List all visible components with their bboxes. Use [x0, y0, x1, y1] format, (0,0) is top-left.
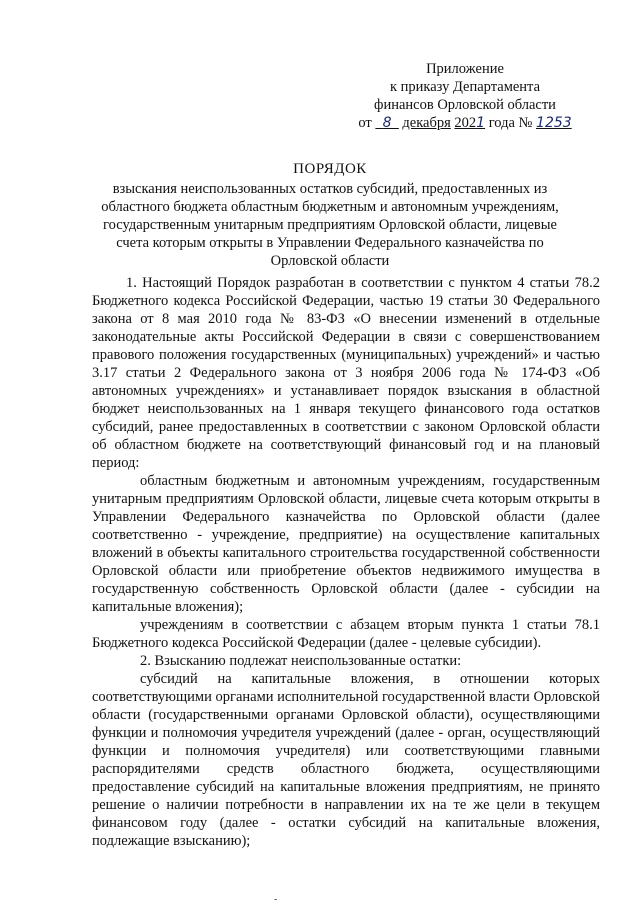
document-subtitle: взыскания неиспользованных остатков субсидий, предоставленных из областного бюджета областным бюджетным и автономным учреждениям, государственным унитарным предприятиям Орловской области, лицевые счета которым открыты в Управлении Федерального казначейства по Орловской области	[101, 181, 559, 269]
date-year-hand: 1	[476, 115, 486, 131]
paragraph-4: 2. Взысканию подлежат неиспользованные остатки:	[140, 653, 462, 669]
date-prefix: от	[358, 115, 372, 131]
appendix-label: Приложение	[426, 61, 504, 77]
paragraph-5: субсидий на капитальные вложения, в отношении которых соответствующими органами исполнительной государственной власти Орловской области (государственными органами Орловской области), осуществляющими функции и полномочия учредителя учреждений (далее - орган, осуществляющий функции и полномочия учредителя) или соответствующими главными распорядителями средств областного бюджета, осуществляющими предоставление субсидий на капитальные вложения предприятиям, не принято решение о наличии потребности в направлении их на те же цели в текущем финансовом году (далее - остатки субсидий на капитальные вложения, подлежащие взысканию);	[92, 671, 600, 849]
document-body	[92, 274, 600, 850]
appendix-header	[340, 60, 590, 132]
appendix-department: финансов Орловской области	[374, 97, 556, 113]
appendix-order-ref: к приказу Департамента	[389, 79, 541, 95]
document-title-block	[95, 160, 565, 270]
date-month: декабря	[402, 115, 451, 131]
paragraph-2: областным бюджетным и автономным учреждениям, государственным унитарным предприятиям Орловской области, лицевые счета которым открыты в Управлении Федерального казначейства по Орловской области (далее соответственно - учреждение, предприятие) на осуществление капитальных вложений в объекты капитального строительства государственной собственности Орловской области или приобретение объектов недвижимого имущества в государственную собственность Орловской области (далее - субсидии на капитальные вложения);	[92, 473, 600, 615]
page-footer-mark: -	[274, 894, 278, 905]
appendix-date-line	[340, 114, 590, 132]
year-suffix: года №	[488, 115, 533, 131]
date-year-print: 202	[454, 115, 477, 131]
date-day: 8	[382, 115, 392, 131]
paragraph-3: учреждениям в соответствии с абзацем вторым пункта 1 статьи 78.1 Бюджетного кодекса Российской Федерации (далее - целевые субсидии).	[92, 617, 600, 651]
date-day-field	[375, 115, 398, 131]
order-number-field	[536, 115, 572, 131]
order-number: 1253	[536, 115, 572, 131]
paragraph-1: 1. Настоящий Порядок разработан в соответствии с пунктом 4 статьи 78.2 Бюджетного кодекса Российской Федерации, частью 19 статьи 30 Федерального закона от 8 мая 2010 года № 83-ФЗ «О внесении изменений в отдельные законодательные акты Российской Федерации в связи с совершенствованием правового положения государственных (муниципальных) учреждений» и частью 3.17 статьи 2 Федерального закона от 3 ноября 2006 года № 174-ФЗ «Об автономных учреждениях» и устанавливает порядок взыскания в областной бюджет неиспользованных на 1 января текущего финансового года остатков субсидий, ранее предоставленных в соответствии с законом Орловской области об областном бюджете на соответствующий финансовый год и на плановый период:	[92, 275, 600, 471]
date-year-field	[454, 115, 485, 131]
document-title: ПОРЯДОК	[293, 161, 367, 177]
